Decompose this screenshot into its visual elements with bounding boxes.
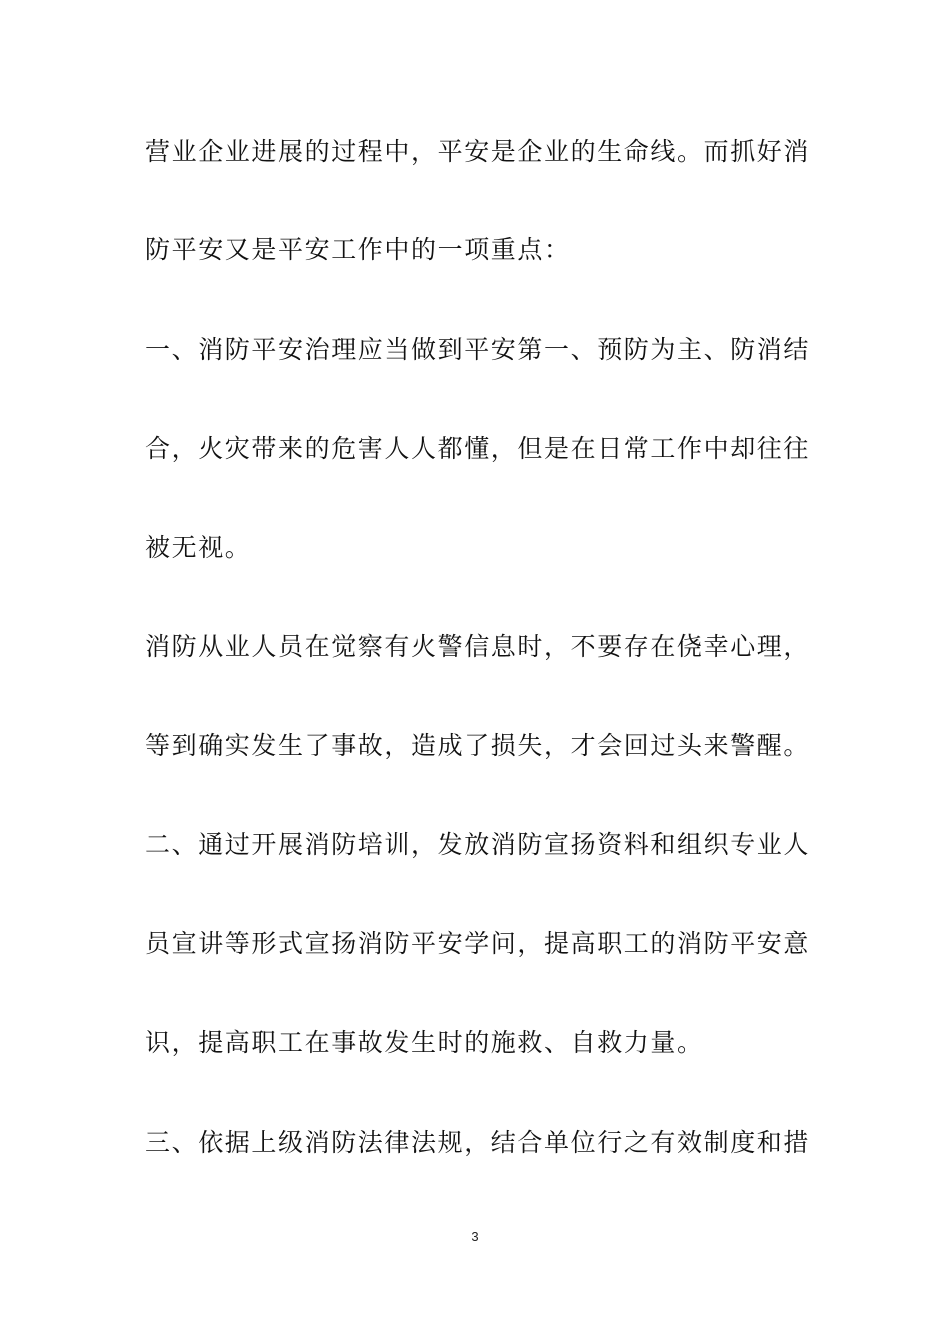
text-line: 二、通过开展消防培训，发放消防宣扬资料和组织专业人 — [145, 830, 811, 859]
text-line: 营业企业进展的过程中，平安是企业的生命线。而抓好消 — [145, 137, 811, 166]
text-line: 合，火灾带来的危害人人都懂，但是在日常工作中却往往 — [145, 434, 811, 463]
text-line: 识，提高职工在事故发生时的施救、自救力量。 — [145, 1028, 704, 1057]
text-line: 员宣讲等形式宣扬消防平安学问，提高职工的消防平安意 — [145, 929, 811, 958]
page-number: 3 — [471, 1229, 479, 1244]
text-line: 防平安又是平安工作中的一项重点： — [145, 235, 571, 264]
text-line: 等到确实发生了事故，造成了损失，才会回过头来警醒。 — [145, 731, 811, 760]
text-line: 一、消防平安治理应当做到平安第一、预防为主、防消结 — [145, 335, 811, 364]
text-line: 消防从业人员在觉察有火警信息时，不要存在侥幸心理， — [145, 632, 811, 661]
text-line: 三、依据上级消防法律法规，结合单位行之有效制度和措 — [145, 1128, 811, 1157]
text-line: 被无视。 — [145, 533, 252, 562]
